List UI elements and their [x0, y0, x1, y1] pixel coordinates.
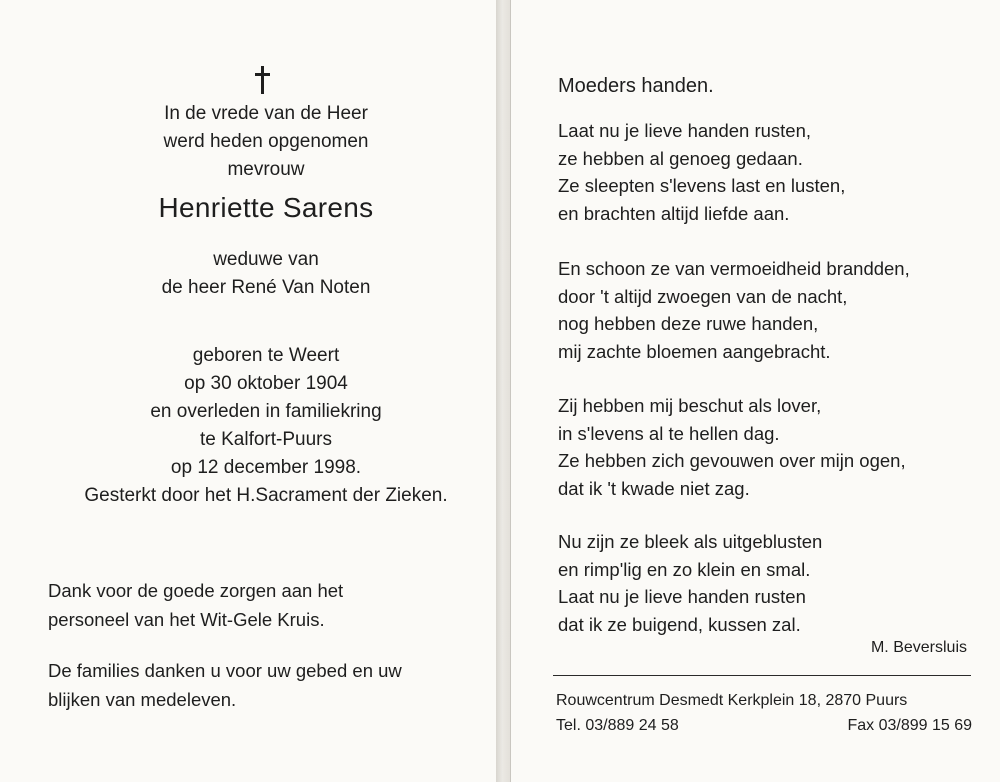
- cross-icon: [253, 66, 273, 94]
- card-fold: [496, 0, 510, 782]
- life-details: [60, 342, 472, 510]
- life-line: geboren te Weert: [192, 345, 340, 366]
- poem-line: en brachten altijd liefde aan.: [558, 202, 790, 224]
- poem-line: Laat nu je lieve handen rusten,: [558, 120, 812, 141]
- spouse-line: weduwe van: [213, 249, 319, 270]
- thanks-line: blijken van medeleven.: [48, 689, 237, 710]
- poem-line: Nu zijn ze bleek als uitgeblusten: [558, 531, 823, 552]
- poem-stanza: [558, 528, 978, 638]
- spouse-info: [60, 246, 472, 302]
- poem-line: Laat nu je lieve handen rusten: [558, 586, 806, 607]
- poem-line: Zij hebben mij beschut als lover,: [558, 395, 822, 416]
- poem-stanza: [558, 255, 978, 365]
- thanks-care: [48, 576, 488, 634]
- deceased-name: Henriette Sarens: [158, 192, 374, 223]
- poem-line: dat ik 't kwade niet zag.: [558, 477, 750, 499]
- life-line: te Kalfort-Puurs: [200, 429, 332, 450]
- life-line: op 12 december 1998.: [170, 457, 362, 478]
- life-line: op 30 oktober 1904: [184, 373, 348, 394]
- announcement-intro: [60, 100, 472, 184]
- poem-line: in s'levens al te hellen dag.: [558, 422, 780, 444]
- poem-author: M. Beversluis: [870, 639, 967, 656]
- poem-stanza: [558, 117, 978, 227]
- thanks-line: Dank voor de goede zorgen aan het: [48, 580, 344, 601]
- life-line: en overleden in familiekring: [150, 401, 382, 422]
- poem-line: Ze sleepten s'levens last en lusten,: [558, 175, 846, 196]
- poem-line: nog hebben deze ruwe handen,: [558, 313, 819, 334]
- intro-line: werd heden opgenomen: [163, 131, 369, 152]
- poem-line: en rimp'lig en zo klein en smal.: [558, 558, 811, 580]
- footer-divider: [553, 675, 971, 676]
- poem-line: En schoon ze van vermoeidheid brandden,: [558, 258, 910, 279]
- poem-line: ze hebben al genoeg gedaan.: [558, 147, 803, 169]
- poem-stanza: [558, 392, 978, 502]
- left-page: [0, 0, 497, 782]
- life-line: Gesterkt door het H.Sacrament der Zieken.: [84, 485, 448, 506]
- poem-line: Ze hebben zich gevouwen over mijn ogen,: [558, 450, 906, 471]
- poem-line: dat ik ze buigend, kussen zal.: [558, 613, 801, 635]
- thanks-family: [48, 656, 488, 714]
- funeral-home-address: Rouwcentrum Desmedt Kerkplein 18, 2870 Puurs: [556, 692, 908, 709]
- poem-line: mij zachte bloemen aangebracht.: [558, 340, 831, 362]
- poem-line: door 't altijd zwoegen van de nacht,: [558, 285, 848, 307]
- spouse-line: de heer René Van Noten: [161, 277, 371, 298]
- thanks-line: De families danken u voor uw gebed en uw: [48, 660, 402, 681]
- intro-line: In de vrede van de Heer: [164, 103, 368, 124]
- fax-number: Fax 03/899 15 69: [847, 717, 972, 734]
- phone-number: Tel. 03/889 24 58: [556, 717, 679, 734]
- intro-line: mevrouw: [227, 159, 305, 180]
- poem-title: Moeders handen.: [558, 75, 714, 97]
- funeral-home-contact: [556, 715, 972, 737]
- thanks-line: personeel van het Wit-Gele Kruis.: [48, 609, 325, 630]
